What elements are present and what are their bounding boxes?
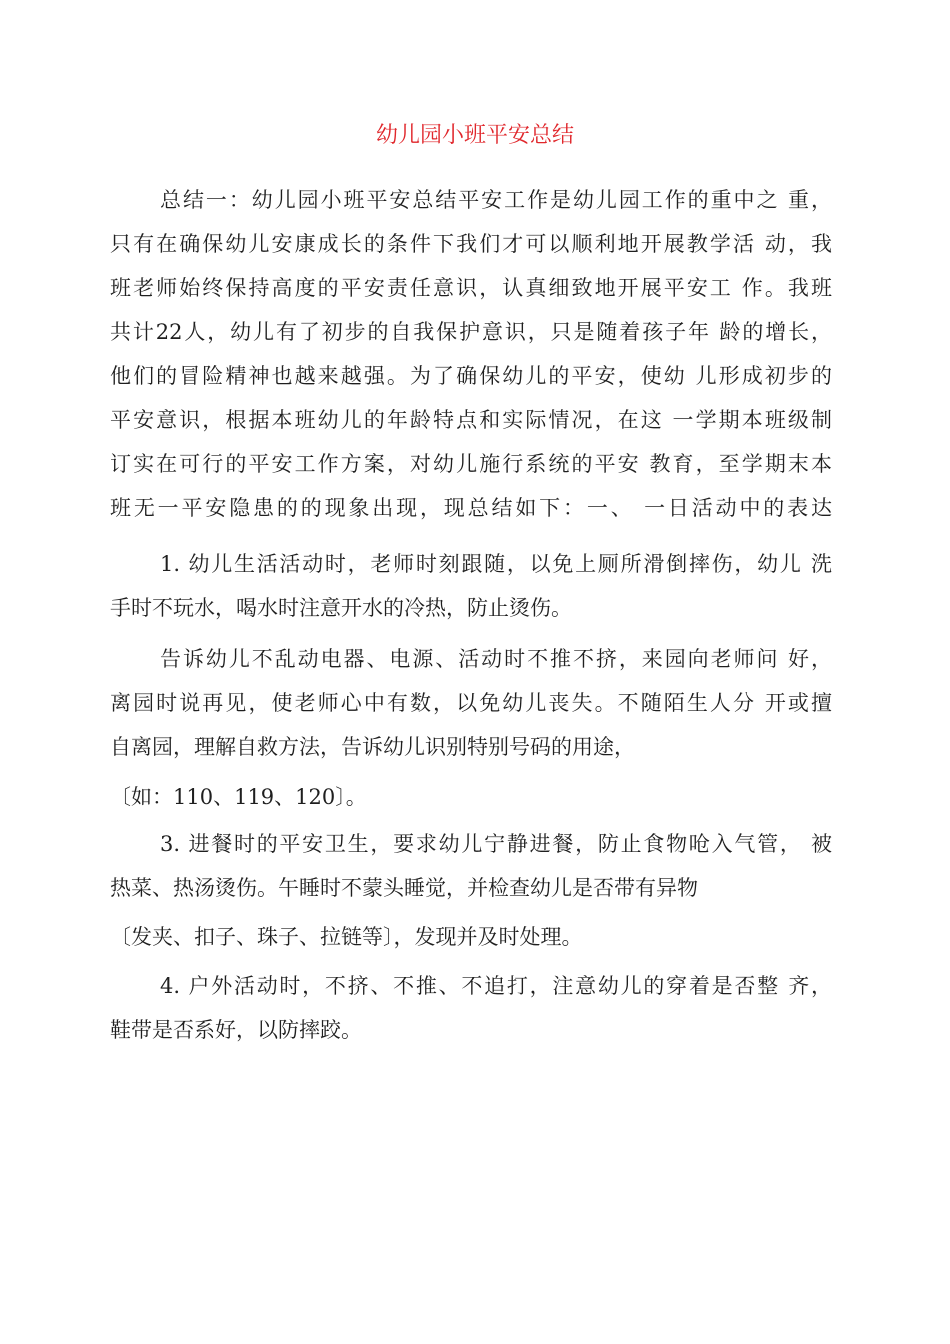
paragraph-1-line-5: 他们的冒险精神也越来越强。为了确保幼儿的平安，使幼 儿形成初步的 xyxy=(110,364,832,388)
paragraph-1-line-1: 总结一：幼儿园小班平安总结平安工作是幼儿园工作的重中之 重， xyxy=(160,188,832,212)
paragraph-3-line-1: 告诉幼儿不乱动电器、电源、活动时不推不挤，来园向老师问 好， xyxy=(160,647,832,671)
paragraph-2-line-2: 手时不玩水，喝水时注意开水的冷热，防止烫伤。 xyxy=(110,596,572,620)
document-title: 幼儿园小班平安总结 xyxy=(375,123,574,148)
paragraph-1-line-3: 班老师始终保持高度的平安责任意识，认真细致地开展平安工 作。我班 xyxy=(110,276,832,300)
paragraph-1-line-6: 平安意识，根据本班幼儿的年龄特点和实际情况，在这 一学期本班级制 xyxy=(110,408,832,432)
paragraph-1-line-4: 共计22人，幼儿有了初步的自我保护意识，只是随着孩子年 龄的增长， xyxy=(110,320,832,344)
paragraph-4-line-3: 〔发夹、扣子、珠子、拉链等〕，发现并及时处理。 xyxy=(110,925,583,949)
paragraph-5-line-2: 鞋带是否系好，以防摔跤。 xyxy=(110,1018,362,1042)
paragraph-4-line-2: 热菜、热汤烫伤。午睡时不蒙头睡觉，并检查幼儿是否带有异物 xyxy=(110,876,698,900)
paragraph-3-line-3: 自离园，理解自救方法，告诉幼儿识别特别号码的用途， xyxy=(110,735,635,759)
paragraph-1-line-2: 只有在确保幼儿安康成长的条件下我们才可以顺利地开展教学活 动，我 xyxy=(110,232,832,256)
paragraph-3-line-2: 离园时说再见，使老师心中有数，以免幼儿丧失。不随陌生人分 开或擅 xyxy=(110,691,832,715)
paragraph-2-line-1: 1. 幼儿生活活动时，老师时刻跟随，以免上厕所滑倒摔伤，幼儿 洗 xyxy=(160,552,832,576)
paragraph-1-line-7: 订实在可行的平安工作方案，对幼儿施行系统的平安 教育，至学期末本 xyxy=(110,452,832,476)
paragraph-1-line-8: 班无一平安隐患的的现象出现，现总结如下：一、 一日活动中的表达 xyxy=(110,496,832,520)
paragraph-5-line-1: 4. 户外活动时，不挤、不推、不追打，注意幼儿的穿着是否整 齐， xyxy=(160,974,832,998)
paragraph-3-line-4: 〔如：110、119、120〕。 xyxy=(110,785,367,809)
paragraph-4-line-1: 3. 进餐时的平安卫生，要求幼儿宁静进餐，防止食物呛入气管， 被 xyxy=(160,832,832,856)
